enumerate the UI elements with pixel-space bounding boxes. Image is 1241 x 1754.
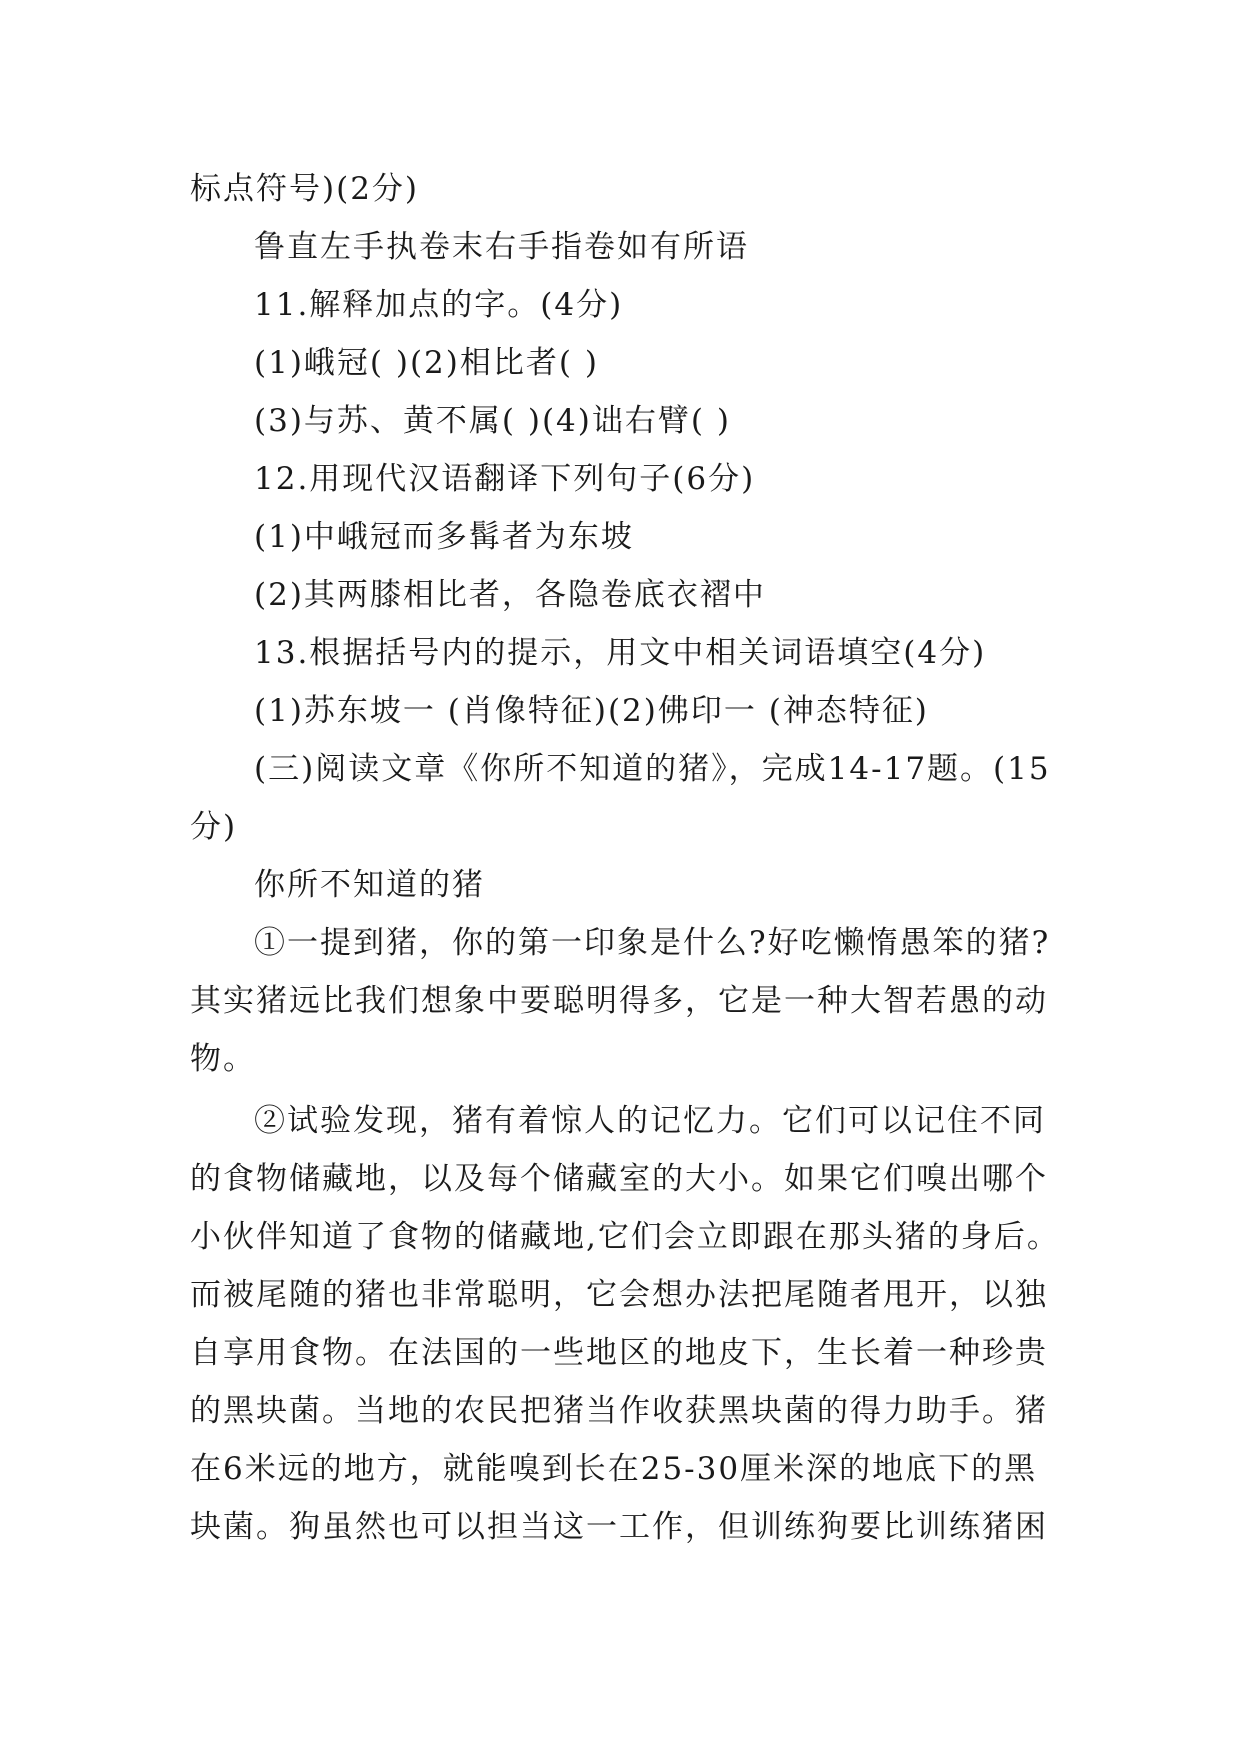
question-11-items-3-4: (3)与苏、黄不属( )(4)诎右臂( )	[254, 403, 731, 439]
paragraph-line: 在6米远的地方，就能嗅到长在25-30厘米深的地底下的黑	[190, 1451, 1038, 1487]
article-title: 你所不知道的猪	[254, 867, 485, 903]
paragraph-line: 自享用食物。在法国的一些地区的地皮下，生长着一种珍贵	[190, 1335, 1048, 1371]
paragraph-line: 的黑块菌。当地的农民把猪当作收获黑块菌的得力助手。猪	[190, 1393, 1048, 1429]
paragraph-line: 其实猪远比我们想象中要聪明得多，它是一种大智若愚的动	[190, 983, 1048, 1019]
paragraph-line: 而被尾随的猪也非常聪明，它会想办法把尾随者甩开，以独	[190, 1277, 1048, 1313]
question-13: 13.根据括号内的提示，用文中相关词语填空(4分)	[254, 635, 987, 671]
question-12: 12.用现代汉语翻译下列句子(6分)	[254, 461, 756, 497]
paragraph-line: 的食物储藏地，以及每个储藏室的大小。如果它们嗅出哪个	[190, 1161, 1048, 1197]
article-paragraph-2	[190, 1092, 1060, 1556]
section-3-heading: (三)阅读文章《你所不知道的猪》，完成14-17题。(15	[254, 751, 1051, 787]
question-11-items-1-2: (1)峨冠( )(2)相比者( )	[254, 345, 599, 381]
article-paragraph-1	[190, 914, 1055, 1088]
question-12-item-2: (2)其两膝相比者，各隐卷底衣褶中	[254, 577, 766, 613]
question-11: 11.解释加点的字。(4分)	[254, 287, 624, 323]
paragraph-line: ①一提到猪，你的第一印象是什么?好吃懒惰愚笨的猪?	[254, 925, 1051, 961]
paragraph-line: ②试验发现，猪有着惊人的记忆力。它们可以记住不同	[254, 1103, 1046, 1139]
paragraph-line: 小伙伴知道了食物的储藏地,它们会立即跟在那头猪的身后。	[190, 1219, 1060, 1255]
text-line-continuation: 标点符号)(2分)	[190, 171, 420, 207]
paragraph-line: 物。	[190, 1041, 256, 1077]
question-12-item-1: (1)中峨冠而多髯者为东坡	[254, 519, 634, 555]
document-body	[190, 160, 1060, 1556]
section-3-heading-continuation: 分)	[190, 809, 238, 845]
punctuation-exercise-sentence: 鲁直左手执卷末右手指卷如有所语	[254, 229, 749, 265]
paragraph-line: 块菌。狗虽然也可以担当这一工作，但训练狗要比训练猪困	[190, 1509, 1048, 1545]
question-13-items: (1)苏东坡一 (肖像特征)(2)佛印一 (神态特征)	[254, 693, 929, 729]
